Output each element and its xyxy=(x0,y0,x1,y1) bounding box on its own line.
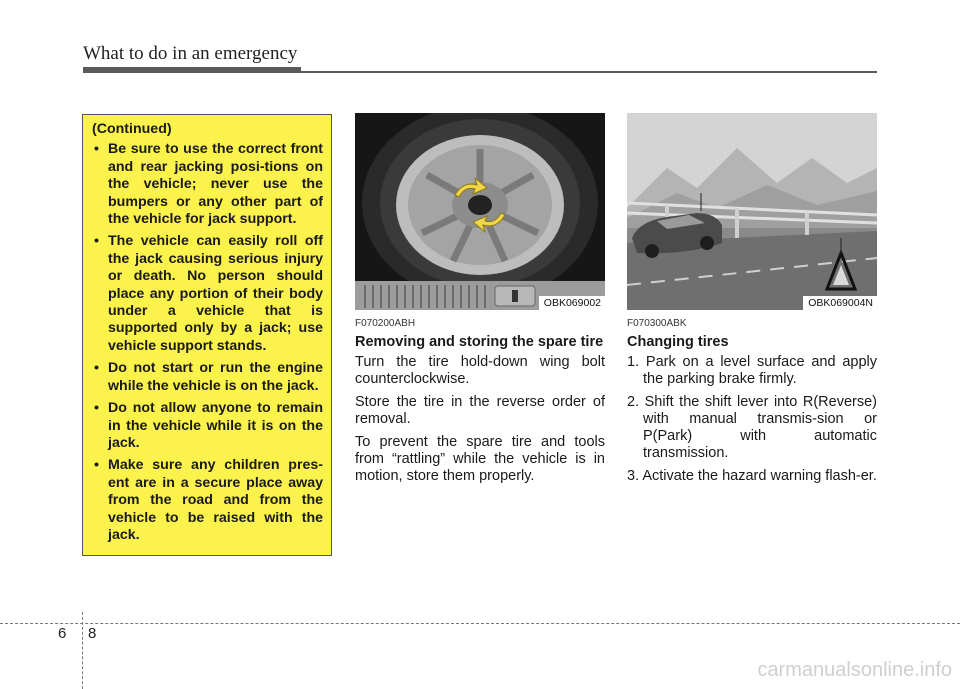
header-rule xyxy=(83,71,877,73)
step-item: 1. Park on a level surface and apply the parking brake firmly. xyxy=(627,354,877,387)
roadside-illustration xyxy=(627,113,877,310)
page-number: 8 xyxy=(88,625,97,642)
figure-code-left: OBK069002 xyxy=(539,296,605,310)
warning-item: • Make sure any children pres-ent are in a secure place away from the road and from the vehicle to be raised with the jack. xyxy=(92,457,323,544)
warning-continued-label: (Continued) xyxy=(92,121,172,137)
warning-item: • Be sure to use the correct front and rear jacking posi-tions on the vehicle; never use the bumpers or any other part of the vehicle for jack support. xyxy=(92,141,323,228)
warning-box xyxy=(82,114,332,556)
paragraph: Turn the tire hold-down wing bolt counterclockwise. xyxy=(355,354,605,387)
warning-list xyxy=(92,141,323,544)
changing-tires-section xyxy=(627,318,877,491)
section-title: Removing and storing the spare tire xyxy=(355,334,604,350)
spare-tire-graphic xyxy=(355,113,605,310)
step-item: 2. Shift the shift lever into R(Reverse) with manual transmis-sion or P(Park) with automatic transmission. xyxy=(627,394,877,461)
step-item: 3. Activate the hazard warning flash-er. xyxy=(627,468,877,484)
spare-tire-section xyxy=(355,318,605,491)
roadside-graphic xyxy=(627,113,877,310)
spare-tire-illustration xyxy=(355,113,605,310)
paragraph: To prevent the spare tire and tools from “rattling” while the vehicle is in motion, store them properly. xyxy=(355,434,605,484)
paragraph: Store the tire in the reverse order of removal. xyxy=(355,394,605,427)
section-title: Changing tires xyxy=(627,334,729,350)
footer-divider xyxy=(82,612,83,689)
watermark: carmanualsonline.info xyxy=(757,659,952,681)
section-code: F070200ABH xyxy=(355,318,416,329)
page-header-title: What to do in an emergency xyxy=(83,43,298,64)
section-code: F070300ABK xyxy=(627,318,687,329)
page-section-number: 6 xyxy=(58,625,67,642)
warning-item: • Do not allow anyone to remain in the vehicle while it is on the jack. xyxy=(92,400,323,452)
warning-item: • Do not start or run the engine while the vehicle is on the jack. xyxy=(92,360,323,395)
footer-rule xyxy=(0,623,960,624)
warning-item: • The vehicle can easily roll off the jack causing serious injury or death. No person should place any portion of their body under a vehicle that is supported only by a jack; use vehicle support stands. xyxy=(92,233,323,355)
steps-list xyxy=(627,354,877,485)
figure-code-right: OBK069004N xyxy=(803,296,877,310)
